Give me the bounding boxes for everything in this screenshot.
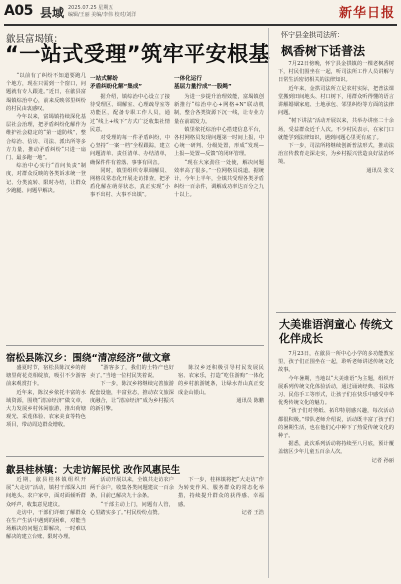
byline: 通讯员 张文 bbox=[366, 167, 394, 174]
story3-column-1 bbox=[6, 476, 86, 542]
paragraph: 7月23日，在歙县一所中心小学的多功能教室里，孩子们正围坐在一起，聆听老师讲述传统文化故事。 bbox=[278, 351, 394, 374]
story2-headline: 宿松县陈汉乡：围绕“清凉经济”做文章 bbox=[6, 353, 171, 364]
paragraph: 今年以来，富堨镇持续深化基层社会治理，把矛盾纠纷化解作为维护社会稳定的“第一道防线”，整合综治、信访、司法、派出所等多方力量，推动矛盾纠纷“只进一扇门、最多跑一地”。 bbox=[6, 114, 86, 162]
subhead bbox=[90, 75, 170, 91]
lead-column-b bbox=[90, 72, 170, 200]
story3-column-2 bbox=[90, 476, 174, 517]
subhead-line: 矛盾纠纷化解“集成” bbox=[90, 84, 143, 90]
paragraph: “游客多了，我们的土特产也好卖了。”当地一位村民笑着说。 bbox=[90, 365, 174, 380]
byline: 通讯员 陈鹏 bbox=[236, 397, 264, 404]
paragraph: 下一步，桂林镇将把“大走访”作为转变作风、服务群众的常态化举措，持续提升群众的获得感、幸福感。 bbox=[178, 477, 264, 508]
story2-column-3 bbox=[178, 364, 264, 405]
paragraph: 对受理的每一件矛盾纠纷，中心坚持“一案一档”全程跟踪，建立问题清单、责任清单、办结清单，确保件件有着落、事事有回音。 bbox=[90, 135, 170, 166]
paragraph: “现在大家劲往一处使，解决问题效率高了很多。”一位网格员说道。据统计，今年上半年，全镇共受理各类矛盾纠纷一百余件，调解成功率达百分之九十以上。 bbox=[174, 159, 264, 199]
right-bottom-body bbox=[278, 350, 394, 465]
story2-column-1 bbox=[6, 364, 86, 430]
lead-kicker: 歙县富堨镇： bbox=[6, 34, 64, 45]
right-top-kicker: 怀宁县金拱司法所： bbox=[281, 31, 344, 39]
paragraph: 综治中心实行“首问负责”制度，对群众反映的各类诉求统一登记、分类流转、限时办结，让群众少跑腿、问题早解决。 bbox=[6, 163, 86, 194]
subhead-line: 一站式解纷 bbox=[90, 76, 118, 82]
date-line bbox=[68, 5, 136, 19]
lead-headline: “一站式受理”筑牢平安根基 bbox=[5, 42, 271, 66]
story-divider bbox=[276, 312, 396, 313]
paragraph: 据悉，此次系列活动将持续至八月底，预计覆盖辖区少年儿童五百余人次。 bbox=[278, 441, 394, 456]
masthead-rule bbox=[4, 24, 397, 26]
story2-column-2 bbox=[90, 364, 174, 413]
right-bottom-headline: 大美谁语润童心 传统文化伴成长 bbox=[279, 318, 393, 345]
section-name: 县域 bbox=[40, 6, 65, 20]
paragraph: 近年来，金拱司法所立足农村实际，把普法课堂搬到田间地头、村口树下，用群众听得懂的语言讲解婚姻家庭、土地承包、邻里纠纷等方面的法律问题。 bbox=[278, 85, 394, 117]
page-number: A05 bbox=[4, 3, 33, 19]
paragraph: 走访中，干部们详细了解群众在生产生活中遇到的困难，对能当场解决的问题立即解决，一时难以解决的建立台账、限时办理。 bbox=[6, 509, 86, 541]
paragraph: “干部主动上门，问题有人管，心里踏实多了。”村民纷纷点赞。 bbox=[90, 501, 174, 516]
story-divider bbox=[6, 456, 264, 457]
subhead-line: 一体化运行 bbox=[174, 76, 202, 82]
byline: 记者 孙丽 bbox=[371, 457, 394, 464]
date-line-2: 编辑/王丽 美编/李伟 校对/刘洋 bbox=[68, 12, 137, 18]
subhead bbox=[174, 75, 264, 91]
lead-column-a bbox=[6, 72, 86, 195]
paragraph: 活动开展以来，全镇共走访农户两千余户，收集各类问题建议一百余条，目前已解决九十余条。 bbox=[90, 477, 174, 500]
right-top-body bbox=[278, 60, 394, 175]
paragraph: 7月22日傍晚，怀宁县金拱镇的一棵老枫香树下，村民们围坐在一起，听司法所工作人员讲解与日常生活密切相关的法律知识。 bbox=[278, 61, 394, 84]
story3-column-3 bbox=[178, 476, 264, 517]
paragraph: 近年来，陈汉乡依托丰富的水域资源，围绕“清凉经济”做文章，大力发展乡村休闲旅游，推出荷塘观光、采莲体验、农家美食等特色项目，带动周边群众增收。 bbox=[6, 389, 86, 429]
right-top-headline: 枫香树下话普法 bbox=[281, 44, 366, 58]
paragraph: 下一步，陈汉乡将继续完善旅游配套设施，丰富业态，推动农文旅深度融合，让“清凉经济”成为乡村振兴的新引擎。 bbox=[90, 381, 174, 413]
paper-logo: 新华日报 bbox=[338, 6, 395, 21]
paragraph: “孩子们对剪纸、拓印特别感兴趣，每次活动都很积极。”带队老师介绍说，活动既丰富了孩子们的暑期生活，也在他们心中种下了热爱传统文化的种子。 bbox=[278, 408, 394, 440]
paragraph: 近期，歙县桂林镇组织开展“大走访”活动，镇村干部深入田间地头、农户家中，面对面倾听群众呼声，收集意见建议。 bbox=[6, 477, 86, 508]
paragraph: “树下讲法”活动开展以来，共举办讲座二十余场，受益群众近千人次。不少村民表示，在家门口就能学到法律知识，遇到问题心里更有底了。 bbox=[278, 118, 394, 141]
paragraph: “以前有了纠纷不知道要跑几个地方，现在只需到一个窗口，问题就有专人跟进。”近日，在歙县富堨镇综治中心，前来反映邻里纠纷的村民由衷感叹。 bbox=[6, 73, 86, 112]
lead-column-c bbox=[174, 72, 264, 200]
paragraph: 镇里依托综治中心搭建信息平台，各村网格员发现问题第一时间上报，中心统一研判、分级处置，形成“发现—上报—处置—反馈”的闭环管理。 bbox=[174, 126, 264, 158]
paragraph: 同时，镇里组织专职调解员、网格员常态化开展走访排查，把矛盾化解在萌芽状态，真正实现“小事不出村、大事不出镇”。 bbox=[90, 167, 170, 199]
paragraph: 据介绍，镇综治中心设立了接待受理区、调解室、心理疏导室等功能区，配备专职工作人员，通过“线上+线下”方式广泛收集社情民意。 bbox=[90, 94, 170, 133]
paragraph: 为进一步提升治理效能，富堨镇创新推行“综治中心+网格+N”联动机制，整合各类资源下沉一线，让专业力量在前端发力。 bbox=[174, 94, 264, 125]
byline: 记者 王浩 bbox=[241, 509, 264, 516]
masthead bbox=[4, 3, 397, 23]
paragraph: 盛夏时节，宿松县陈汉乡的荷塘里荷花竞相绽放，吸引不少游客前来观赏打卡。 bbox=[6, 365, 86, 388]
paragraph: 下一步，司法所将继续创新普法形式，推动法治宣传教育走深走实，为乡村振兴营造良好法治环境。 bbox=[278, 143, 394, 166]
column-divider bbox=[268, 28, 269, 578]
subhead-line: 基层力量拧成“一股绳” bbox=[174, 84, 232, 90]
story3-headline: 歙县桂林镇：大走访解民忧 改作风惠民生 bbox=[6, 465, 181, 476]
date-line-1: 2025.07.25 星期五 bbox=[68, 5, 114, 11]
story-divider bbox=[6, 345, 264, 346]
paragraph: 陈汉乡还积极引导村民发展民宿、农家乐，打造“吃住游购”一体化的乡村旅游链条，让绿水青山真正变成金山银山。 bbox=[178, 365, 264, 396]
paragraph: 今年暑期，当地以“大美谁语”为主题，组织开展系列传统文化体验活动，通过诵读经典、书法练习、民俗手工等形式，让孩子们在快乐中感受中华优秀传统文化的魅力。 bbox=[278, 375, 394, 407]
